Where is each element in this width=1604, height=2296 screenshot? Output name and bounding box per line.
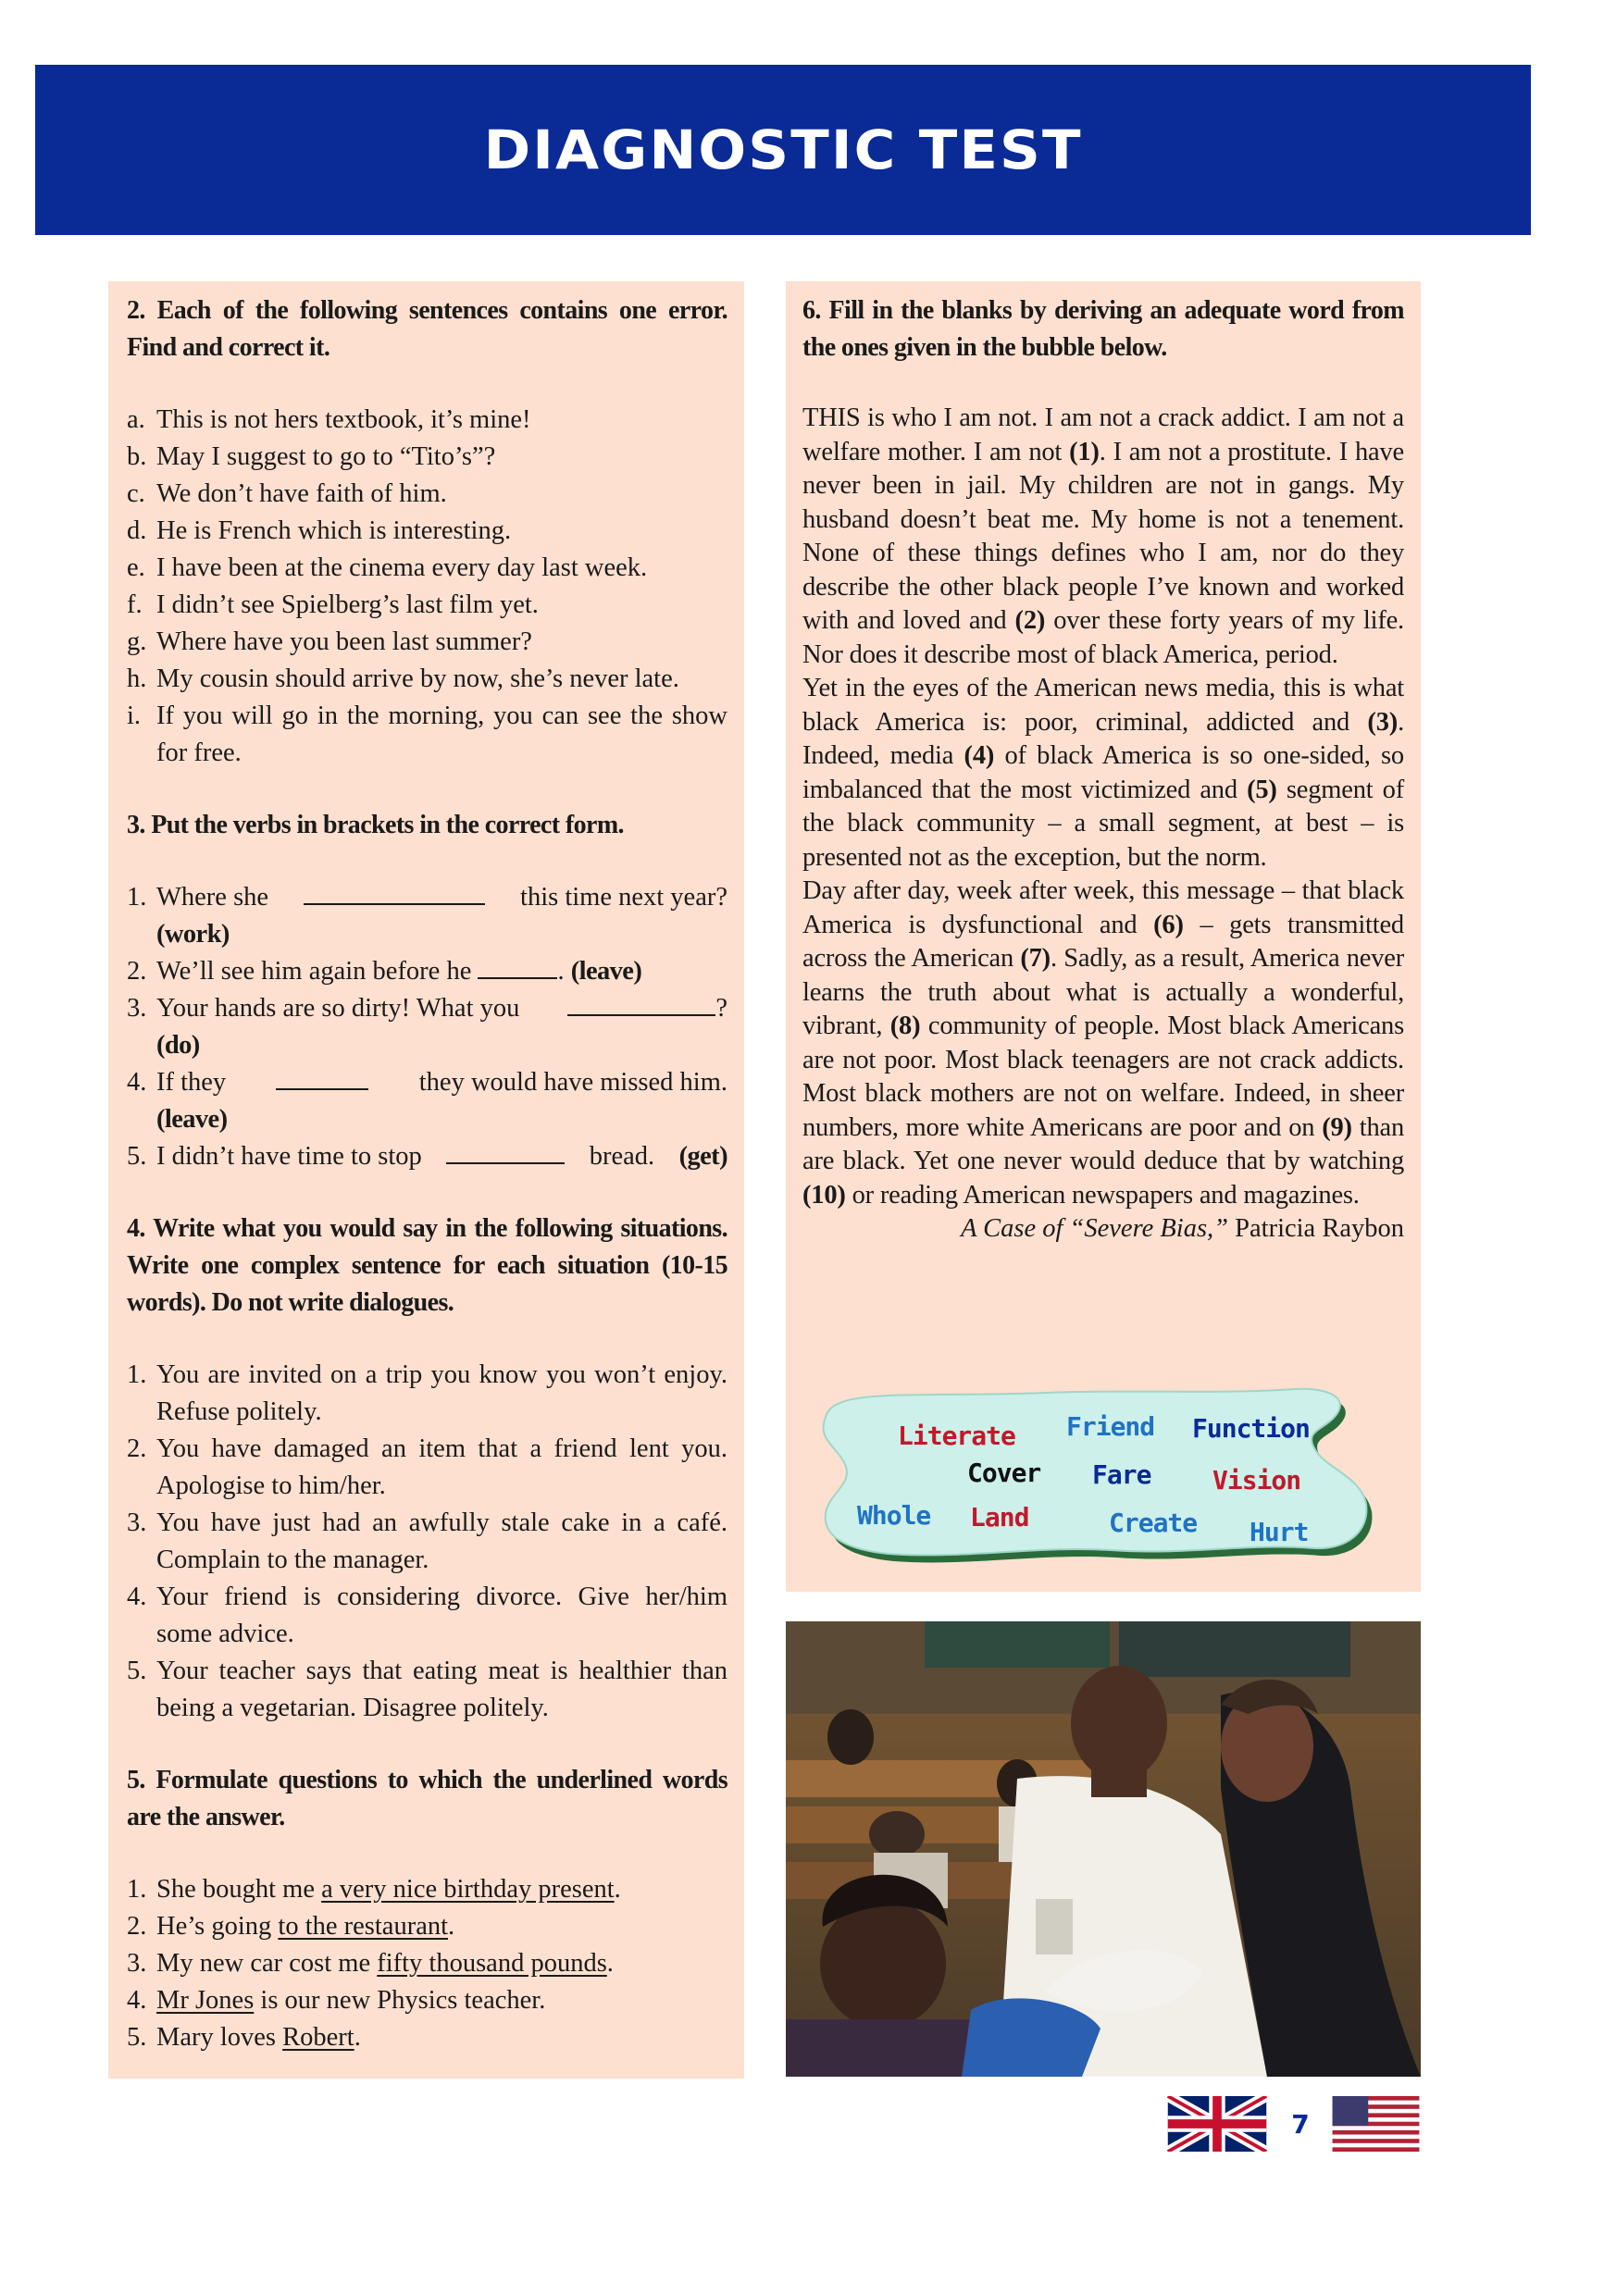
- section-3-heading: 3. Put the verbs in brackets in the correct form.: [127, 811, 624, 839]
- verb-hint: (leave): [570, 957, 642, 986]
- bubble-word: Hurt: [1250, 1517, 1309, 1547]
- article-text: [802, 402, 1404, 1247]
- section-2-heading: 2. Each of the following sentences contains one error. Find and correct it.: [127, 296, 727, 362]
- underlined-answer: fifty thousand pounds: [377, 1949, 607, 1978]
- gap-number: (8): [889, 1011, 921, 1040]
- list-item: g. Where have you been last summer?: [127, 627, 532, 656]
- bubble-word: Friend: [1066, 1411, 1155, 1442]
- page-number: 7: [1272, 2097, 1329, 2151]
- answer-blank[interactable]: [276, 1064, 368, 1090]
- bubble-word: Function: [1192, 1413, 1310, 1444]
- list-item: 1. Where she this time next year? (work): [127, 879, 727, 953]
- section-4-list: [127, 1357, 727, 1727]
- verb-hint: (get): [678, 1142, 727, 1171]
- gap-number: (10): [802, 1180, 846, 1210]
- verb-hint: (work): [156, 920, 230, 949]
- list-item: f. I didn’t see Spielberg’s last film yet.: [127, 590, 539, 619]
- bubble-word: Literate: [898, 1421, 1015, 1451]
- article-paragraph: THIS is who I am not. I am not a crack addict. I am not a welfare mother. I am not (1). I am not a prostitute. I have never been in jail. My children are not in gangs. My husband doesn’t beat me. My home is not a tenement. None of these things defines who I am, nor do they describe the other black people I’ve known and worked with and loved and (2) over these forty years of my life. Nor does it describe most of black America, period.: [802, 403, 1405, 669]
- uk-flag-icon: [1166, 2096, 1268, 2152]
- article-paragraph: Yet in the eyes of the American news media, this is what black America is: poor, criminal, addicted and (3). Indeed, media (4) of black America is so one-sided, so imbalanced that the most victimized and (5) segment of the black community – a small segment, at best – is presented not as the exception, but the norm.: [802, 674, 1404, 872]
- section-4-heading: 4. Write what you would say in the following situations. Write one complex sentence for each situation (10-15 words). Do not write dialogues.: [127, 1214, 727, 1317]
- list-item: 1. She bought me a very nice birthday present.: [127, 1875, 621, 1904]
- section-5-heading: 5. Formulate questions to which the underlined words are the answer.: [127, 1766, 727, 1831]
- list-item: h. My cousin should arrive by now, she’s never late.: [127, 664, 679, 693]
- bubble-word: Whole: [857, 1500, 931, 1531]
- underlined-answer: Robert: [282, 2023, 354, 2052]
- section-6-heading: 6. Fill in the blanks by deriving an adequate word from the ones given in the bubble below.: [802, 296, 1404, 362]
- list-item: 4. Mr Jones is our new Physics teacher.: [127, 1986, 546, 2015]
- article-paragraph: Day after day, week after week, this message – that black America is dysfunctional and (6) – gets transmitted across the American (7). Sadly, as a result, America never learns the truth about what is actually a wonderful, vibrant, (8) community of people. Most black Americans are not poor. Most black teenagers are not crack addicts. Most black mothers are not on welfare. Indeed, in sheer numbers, more white Americans are poor and on (9) than are black. Yet one never would deduce that by watching (10) or reading American newspapers and magazines.: [802, 876, 1404, 1210]
- list-item: 3. You have just had an awfully stale cake in a café. Complain to the manager.: [127, 1508, 727, 1574]
- list-item: 2. We’ll see him again before he . (leave): [127, 953, 727, 990]
- underlined-answer: a very nice birthday present: [321, 1875, 615, 1904]
- title-banner: [35, 65, 1531, 235]
- gap-number: (1): [1069, 437, 1100, 466]
- bubble-word: Vision: [1212, 1465, 1301, 1496]
- underlined-answer: Mr Jones: [156, 1986, 255, 2015]
- bubble-word: Cover: [967, 1458, 1041, 1488]
- gap-number: (3): [1367, 707, 1399, 737]
- students-photo: [786, 1621, 1421, 2077]
- list-item: 5. I didn’t have time to stop bread. (get): [127, 1138, 727, 1175]
- section-3-list: [127, 879, 727, 1175]
- answer-blank[interactable]: [446, 1138, 565, 1164]
- list-item: d. He is French which is interesting.: [127, 516, 512, 545]
- answer-blank[interactable]: [478, 953, 557, 979]
- list-item: 4. Your friend is considering divorce. Give her/him some advice.: [127, 1582, 727, 1648]
- gap-number: (4): [964, 741, 995, 770]
- gap-number: (2): [1014, 606, 1046, 635]
- list-item: i. If you will go in the morning, you can see the show for free.: [127, 701, 727, 767]
- list-item: b. May I suggest to go to “Tito’s”?: [127, 442, 496, 471]
- word-bubble: [814, 1384, 1374, 1573]
- list-item: e. I have been at the cinema every day last week.: [127, 553, 648, 582]
- underlined-answer: to the restaurant: [278, 1912, 449, 1941]
- exercises-panel-left: [108, 281, 744, 2079]
- verb-hint: (leave): [156, 1105, 228, 1134]
- list-item: c. We don’t have faith of him.: [127, 479, 447, 508]
- section-5-list: [127, 1871, 727, 2056]
- bubble-word: Create: [1109, 1508, 1198, 1538]
- article-attribution: A Case of “Severe Bias,” Patricia Raybon: [961, 1214, 1404, 1243]
- classroom-photo-image: [786, 1621, 1421, 2077]
- page-title: DIAGNOSTIC TEST: [483, 118, 1083, 181]
- list-item: 2. He’s going to the restaurant.: [127, 1912, 455, 1941]
- list-item: 4. If they they would have missed him. (leave): [127, 1064, 727, 1138]
- us-flag-icon: [1331, 2096, 1421, 2152]
- answer-blank[interactable]: [304, 879, 485, 905]
- gap-number: (7): [1020, 944, 1051, 973]
- list-item: 5. Your teacher says that eating meat is healthier than being a vegetarian. Disagree politely.: [127, 1657, 727, 1722]
- gap-number: (5): [1247, 775, 1277, 804]
- answer-blank[interactable]: [567, 990, 715, 1016]
- list-item: 1. You are invited on a trip you know you won’t enjoy. Refuse politely.: [127, 1360, 727, 1426]
- list-item: 2. You have damaged an item that a friend lent you. Apologise to him/her.: [127, 1434, 727, 1500]
- bubble-word: Land: [970, 1502, 1029, 1533]
- bubble-word: Fare: [1092, 1459, 1151, 1490]
- section-2-list: [127, 402, 727, 772]
- gap-number: (6): [1153, 910, 1184, 939]
- list-item: a. This is not hers textbook, it’s mine!: [127, 405, 531, 434]
- list-item: 5. Mary loves Robert.: [127, 2023, 361, 2052]
- list-item: 3. Your hands are so dirty! What you ? (do): [127, 990, 727, 1064]
- verb-hint: (do): [156, 1031, 200, 1060]
- list-item: 3. My new car cost me fifty thousand pounds.: [127, 1949, 614, 1978]
- gap-number: (9): [1322, 1112, 1352, 1142]
